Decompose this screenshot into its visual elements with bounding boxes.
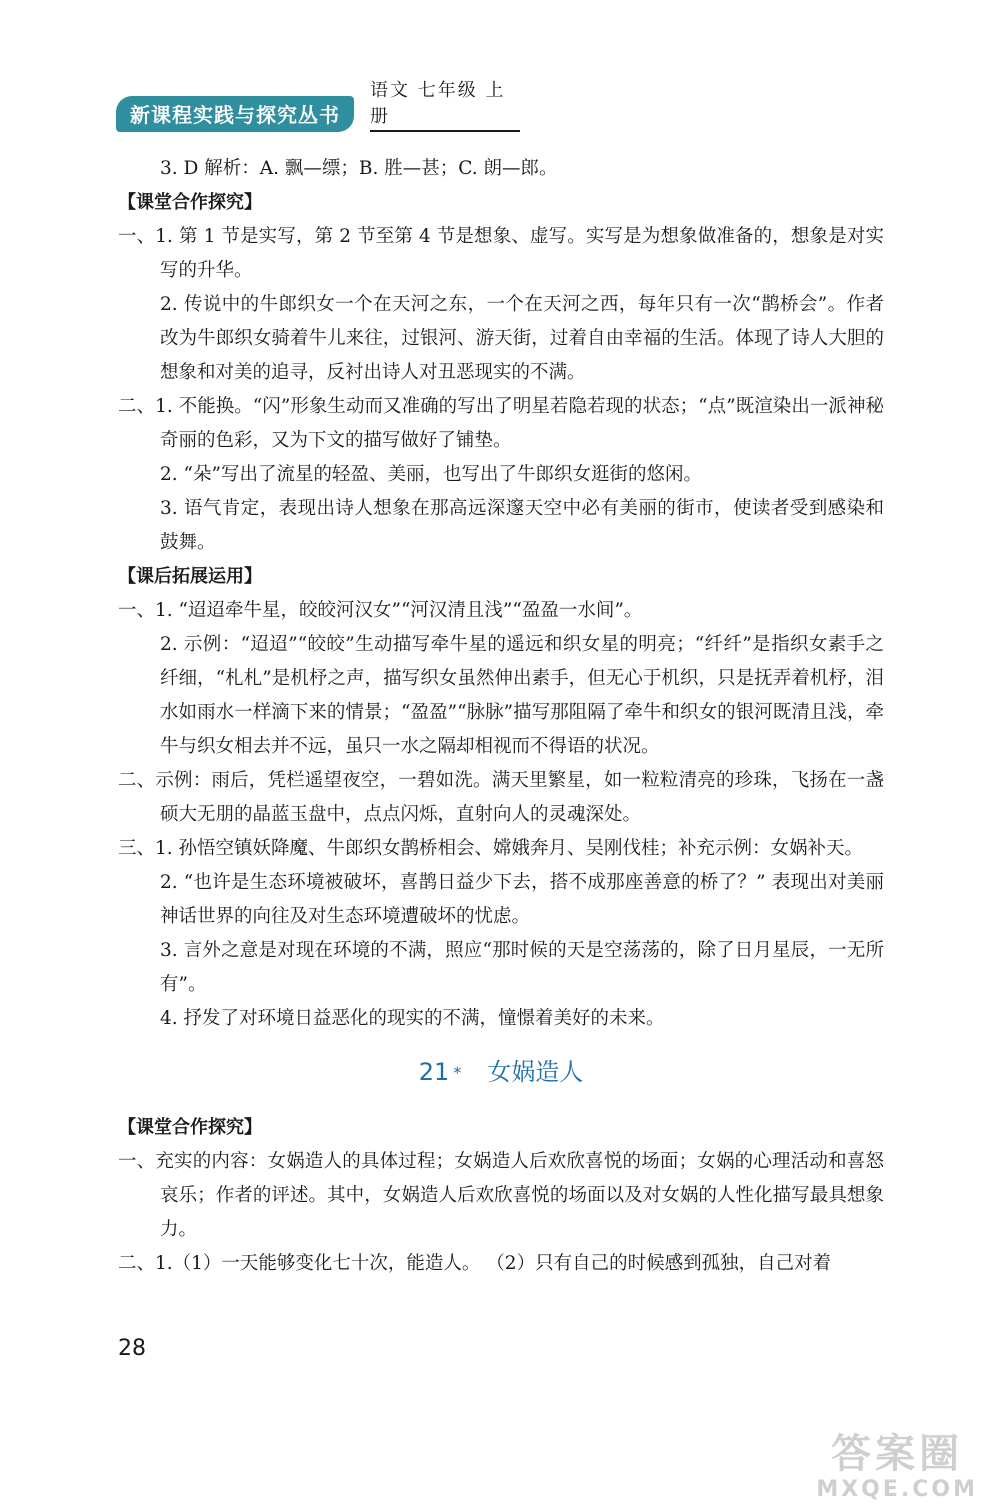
watermark-url: MXQE.COM xyxy=(816,1477,978,1502)
section-heading: 【课后拓展运用】 xyxy=(118,566,262,587)
answer-item: 二、1.（1）一天能够变化七十次，能造人。 （2）只有自己的时候感到孤独，自己对着 xyxy=(118,1253,832,1274)
section-heading: 【课堂合作探究】 xyxy=(118,1117,262,1138)
chapter-title xyxy=(118,1050,884,1095)
answer-item: 2. “也许是生态环境被破坏，喜鹊日益少下去，搭不成那座善意的桥了？” 表现出对美丽神话世界的向往及对生态环境遭破坏的忧虑。 xyxy=(160,872,884,927)
answer-item: 2. “朵”写出了流星的轻盈、美丽，也写出了牛郎织女逛街的悠闲。 xyxy=(160,464,702,485)
answer-item: 一、1. “迢迢牵牛星，皎皎河汉女”“河汉清且浅”“盈盈一水间”。 xyxy=(118,600,643,621)
book-info: 语文 七年级 上册 xyxy=(370,76,520,132)
watermark xyxy=(816,1431,978,1502)
optional-lesson-mark: * xyxy=(453,1063,462,1082)
answer-item: 二、示例：雨后，凭栏遥望夜空，一碧如洗。满天里繁星，如一粒粒清亮的珍珠，飞扬在一盏硕大无朋的晶蓝玉盘中，点点闪烁，直射向人的灵魂深处。 xyxy=(118,770,884,825)
watermark-logo: 答案圈 xyxy=(831,1431,964,1477)
series-title-badge: 新课程实践与探究丛书 xyxy=(116,96,354,132)
page-header xyxy=(116,80,520,132)
answer-item: 3. 言外之意是对现在环境的不满，照应“那时候的天是空荡荡的，除了日月星辰，一无所有”。 xyxy=(160,940,884,995)
answer-item: 2. 示例：“迢迢”“皎皎”生动描写牵牛星的遥远和织女星的明亮；“纤纤”是指织女素手之纤细，“札札”是机杼之声，描写织女虽然伸出素手，但无心于机织，只是抚弄着机杼，泪水如雨水一样滴下来的情景；“盈盈”“脉脉”描写那阻隔了牵牛和织女的银河既清且浅，牵牛与织女相去并不远，虽只一水之隔却相视而不得语的状况。 xyxy=(160,634,884,757)
answer-content xyxy=(118,152,884,1281)
chapter-name: 女娲造人 xyxy=(487,1058,584,1086)
section-heading: 【课堂合作探究】 xyxy=(118,192,262,213)
answer-item: 4. 抒发了对环境日益恶化的现实的不满，憧憬着美好的未来。 xyxy=(160,1008,665,1029)
answer-item: 一、充实的内容：女娲造人的具体过程；女娲造人后欢欣喜悦的场面；女娲的心理活动和喜怒哀乐；作者的评述。其中，女娲造人后欢欣喜悦的场面以及对女娲的人性化描写最具想象力。 xyxy=(118,1151,884,1240)
chapter-number: 21 xyxy=(418,1058,450,1086)
page-number: 28 xyxy=(118,1336,146,1361)
answer-line: 3. D 解析：A. 飘—缥；B. 胜—甚；C. 朗—郎。 xyxy=(160,158,558,179)
answer-item: 3. 语气肯定，表现出诗人想象在那高远深邃天空中必有美丽的街市，使读者受到感染和鼓舞。 xyxy=(160,498,884,553)
answer-item: 二、1. 不能换。“闪”形象生动而又准确的写出了明星若隐若现的状态；“点”既渲染出一派神秘奇丽的色彩，又为下文的描写做好了铺垫。 xyxy=(118,396,884,451)
answer-item: 一、1. 第 1 节是实写，第 2 节至第 4 节是想象、虚写。实写是为想象做准备的，想象是对实写的升华。 xyxy=(118,226,884,281)
answer-item: 三、1. 孙悟空镇妖降魔、牛郎织女鹊桥相会、嫦娥奔月、吴刚伐桂；补充示例：女娲补天。 xyxy=(118,838,864,859)
answer-item: 2. 传说中的牛郎织女一个在天河之东，一个在天河之西，每年只有一次“鹊桥会”。作者改为牛郎织女骑着牛儿来往，过银河、游天街，过着自由幸福的生活。体现了诗人大胆的想象和对美的追寻，反衬出诗人对丑恶现实的不满。 xyxy=(160,294,884,383)
